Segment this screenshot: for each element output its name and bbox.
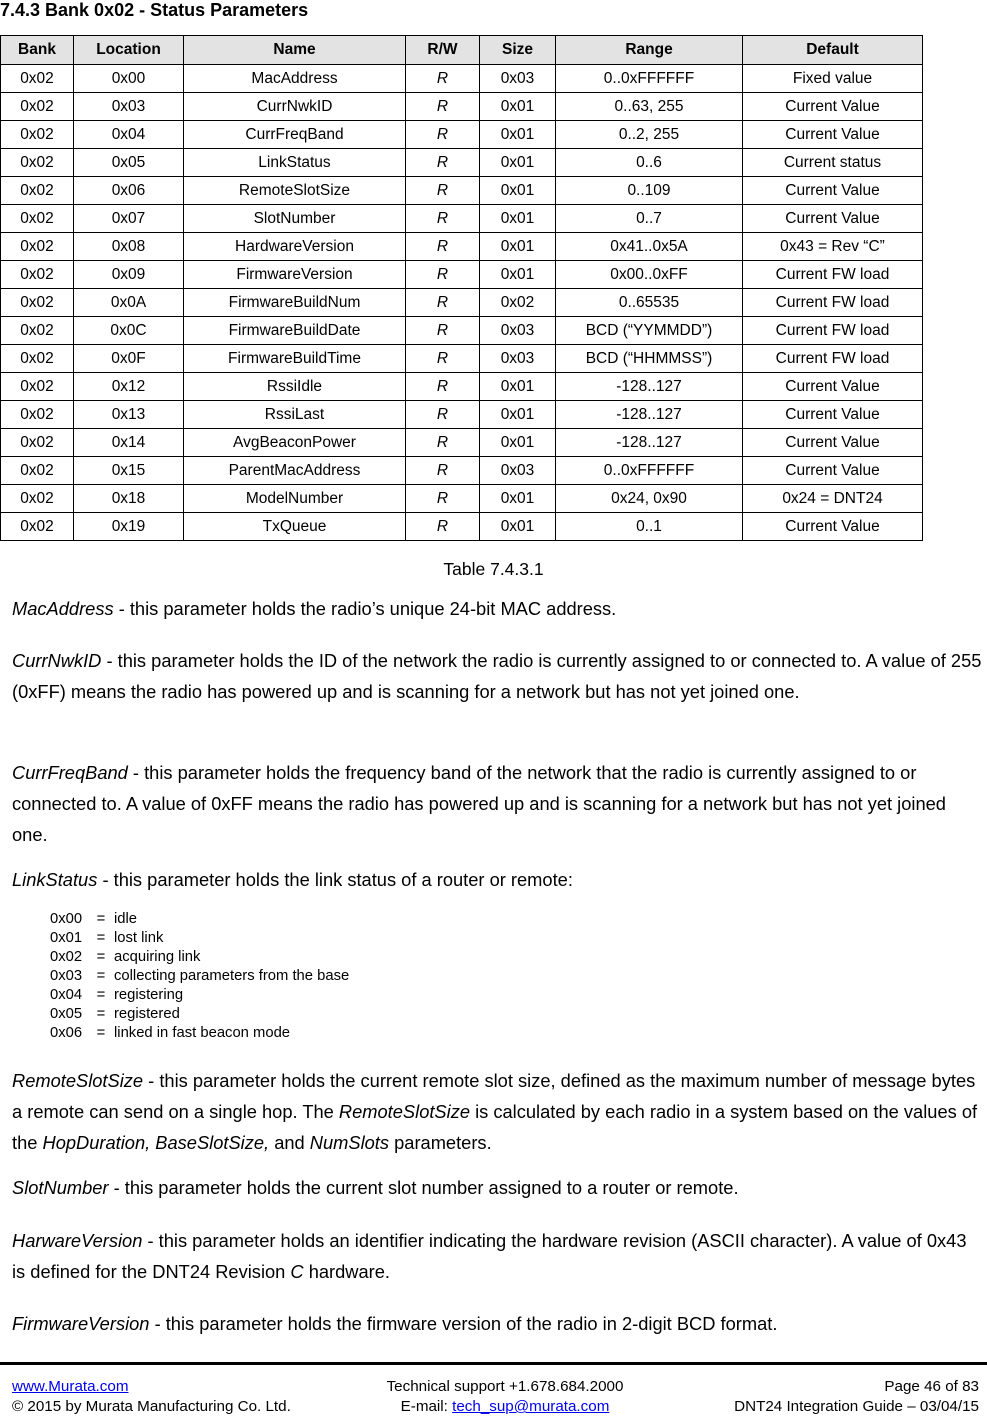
cell-rw: R: [406, 149, 480, 177]
term-link-status: LinkStatus: [12, 869, 98, 890]
firmware-version-description: [12, 1308, 984, 1339]
link-status-item: [50, 1005, 349, 1024]
link-status-desc: acquiring link: [114, 949, 201, 965]
cell-rw: R: [406, 513, 480, 541]
term-slot-number: SlotNumber: [12, 1177, 109, 1198]
cell-range: 0x00..0xFF: [556, 261, 743, 289]
cell-range: 0..0xFFFFFF: [556, 65, 743, 93]
cell-range: -128..127: [556, 373, 743, 401]
term-num-slots: NumSlots: [309, 1132, 390, 1153]
cell-range: 0..2, 255: [556, 121, 743, 149]
col-header-name: Name: [184, 36, 406, 65]
cell-range: 0x24, 0x90: [556, 485, 743, 513]
section-heading: 7.4.3 Bank 0x02 - Status Parameters: [0, 0, 309, 20]
cell-size: 0x03: [480, 317, 556, 345]
footer-right: [734, 1377, 979, 1417]
footer-center: [360, 1377, 650, 1417]
cell-bank: 0x02: [1, 513, 74, 541]
footer-left: [12, 1377, 291, 1417]
cell-name: FirmwareBuildDate: [184, 317, 406, 345]
cell-bank: 0x02: [1, 149, 74, 177]
table-row: [1, 65, 923, 93]
table-row: [1, 401, 923, 429]
table-header-row: [1, 36, 923, 65]
table-row: [1, 93, 923, 121]
cell-location: 0x14: [74, 429, 184, 457]
cell-bank: 0x02: [1, 317, 74, 345]
cell-default: Current Value: [743, 177, 923, 205]
cell-rw: R: [406, 93, 480, 121]
hardware-version-text-2: hardware.: [303, 1261, 390, 1282]
cell-rw: R: [406, 485, 480, 513]
cell-rw: R: [406, 401, 480, 429]
cell-default: Current Value: [743, 513, 923, 541]
cell-bank: 0x02: [1, 401, 74, 429]
footer-divider: [0, 1362, 987, 1365]
cell-location: 0x06: [74, 177, 184, 205]
status-parameters-table: [0, 35, 923, 541]
cell-rw: R: [406, 261, 480, 289]
link-status-eq: =: [96, 1025, 106, 1041]
cell-size: 0x01: [480, 401, 556, 429]
link-status-text: - this parameter holds the link status of a router or remote:: [97, 869, 573, 890]
table-row: [1, 429, 923, 457]
cell-name: AvgBeaconPower: [184, 429, 406, 457]
cell-bank: 0x02: [1, 373, 74, 401]
table-row: [1, 373, 923, 401]
col-header-bank: Bank: [1, 36, 74, 65]
table-row: [1, 345, 923, 373]
support-phone-text: Technical support +1.678.684.2000: [386, 1378, 624, 1395]
cell-range: -128..127: [556, 429, 743, 457]
link-status-code: 0x04: [50, 987, 83, 1003]
link-status-desc: idle: [114, 911, 138, 927]
link-status-eq: =: [96, 987, 106, 1003]
cell-default: 0x43 = Rev “C”: [743, 233, 923, 261]
cell-name: CurrNwkID: [184, 93, 406, 121]
term-revision-c: C: [290, 1261, 304, 1282]
link-status-desc: collecting parameters from the base: [114, 968, 350, 984]
term-hardware-version: HarwareVersion: [12, 1230, 143, 1251]
cell-rw: R: [406, 177, 480, 205]
cell-size: 0x01: [480, 513, 556, 541]
cell-range: -128..127: [556, 401, 743, 429]
website-link[interactable]: www.Murata.com: [12, 1378, 129, 1395]
curr-freq-band-description: [12, 757, 984, 850]
cell-default: Fixed value: [743, 65, 923, 93]
link-status-description: [12, 864, 984, 895]
cell-bank: 0x02: [1, 485, 74, 513]
curr-freq-band-text: - this parameter holds the frequency band of the network that the radio is currently assigned to or connected to. A value of 0xFF means the radio has powered up and is scanning for a network but has not yet joined one.: [12, 762, 946, 845]
table-row: [1, 261, 923, 289]
copyright-text: © 2015 by Murata Manufacturing Co. Ltd.: [12, 1398, 291, 1415]
cell-rw: R: [406, 289, 480, 317]
cell-location: 0x04: [74, 121, 184, 149]
cell-rw: R: [406, 65, 480, 93]
cell-size: 0x01: [480, 205, 556, 233]
hardware-version-description: [12, 1225, 984, 1287]
table-row: [1, 205, 923, 233]
link-status-code: 0x02: [50, 949, 83, 965]
cell-name: SlotNumber: [184, 205, 406, 233]
cell-default: Current FW load: [743, 317, 923, 345]
cell-bank: 0x02: [1, 457, 74, 485]
cell-size: 0x02: [480, 289, 556, 317]
cell-size: 0x01: [480, 177, 556, 205]
cell-default: Current Value: [743, 457, 923, 485]
cell-range: 0..7: [556, 205, 743, 233]
cell-rw: R: [406, 429, 480, 457]
curr-nwk-id-description: [12, 645, 984, 707]
cell-range: BCD (“YYMMDD”): [556, 317, 743, 345]
cell-location: 0x19: [74, 513, 184, 541]
cell-location: 0x0F: [74, 345, 184, 373]
cell-default: Current FW load: [743, 261, 923, 289]
cell-name: RssiLast: [184, 401, 406, 429]
cell-size: 0x01: [480, 233, 556, 261]
cell-location: 0x07: [74, 205, 184, 233]
cell-rw: R: [406, 317, 480, 345]
cell-name: FirmwareBuildNum: [184, 289, 406, 317]
cell-name: FirmwareBuildTime: [184, 345, 406, 373]
link-status-code: 0x01: [50, 930, 83, 946]
col-header-location: Location: [74, 36, 184, 65]
cell-location: 0x0C: [74, 317, 184, 345]
cell-default: Current Value: [743, 121, 923, 149]
cell-size: 0x01: [480, 121, 556, 149]
table-row: [1, 121, 923, 149]
cell-location: 0x13: [74, 401, 184, 429]
cell-range: 0..6: [556, 149, 743, 177]
term-remote-slot-size: RemoteSlotSize: [12, 1070, 144, 1091]
email-link[interactable]: tech_sup@murata.com: [452, 1398, 610, 1415]
cell-size: 0x03: [480, 65, 556, 93]
cell-location: 0x0A: [74, 289, 184, 317]
cell-name: ModelNumber: [184, 485, 406, 513]
table-row: [1, 485, 923, 513]
table-row: [1, 457, 923, 485]
link-status-eq: =: [96, 930, 106, 946]
link-status-item: [50, 986, 349, 1005]
cell-location: 0x08: [74, 233, 184, 261]
cell-rw: R: [406, 205, 480, 233]
link-status-code: 0x06: [50, 1025, 83, 1041]
cell-size: 0x01: [480, 429, 556, 457]
cell-default: Current status: [743, 149, 923, 177]
cell-size: 0x01: [480, 149, 556, 177]
cell-location: 0x05: [74, 149, 184, 177]
link-status-item: [50, 910, 349, 929]
table-row: [1, 289, 923, 317]
slot-number-text: - this parameter holds the current slot number assigned to a router or remote.: [108, 1177, 739, 1198]
link-status-item: [50, 929, 349, 948]
cell-bank: 0x02: [1, 261, 74, 289]
link-status-desc: lost link: [114, 930, 164, 946]
cell-default: Current FW load: [743, 289, 923, 317]
cell-default: Current Value: [743, 401, 923, 429]
cell-range: 0..109: [556, 177, 743, 205]
col-header-default: Default: [743, 36, 923, 65]
cell-name: TxQueue: [184, 513, 406, 541]
cell-default: Current Value: [743, 205, 923, 233]
cell-size: 0x03: [480, 457, 556, 485]
cell-default: 0x24 = DNT24: [743, 485, 923, 513]
table-caption: Table 7.4.3.1: [443, 559, 544, 579]
cell-size: 0x01: [480, 373, 556, 401]
cell-location: 0x15: [74, 457, 184, 485]
cell-bank: 0x02: [1, 121, 74, 149]
link-status-item: [50, 1024, 349, 1043]
table-row: [1, 513, 923, 541]
guide-title-text: DNT24 Integration Guide – 03/04/15: [734, 1398, 979, 1415]
cell-bank: 0x02: [1, 233, 74, 261]
cell-name: CurrFreqBand: [184, 121, 406, 149]
cell-location: 0x03: [74, 93, 184, 121]
cell-location: 0x09: [74, 261, 184, 289]
link-status-values-list: [50, 910, 349, 1043]
cell-range: 0..1: [556, 513, 743, 541]
link-status-code: 0x00: [50, 911, 83, 927]
cell-bank: 0x02: [1, 345, 74, 373]
link-status-eq: =: [96, 911, 106, 927]
link-status-desc: registering: [114, 987, 184, 1003]
remote-slot-size-text-4: parameters.: [389, 1132, 492, 1153]
cell-size: 0x01: [480, 261, 556, 289]
col-header-rw: R/W: [406, 36, 480, 65]
page-number-text: Page 46 of 83: [884, 1378, 979, 1395]
cell-name: LinkStatus: [184, 149, 406, 177]
cell-size: 0x01: [480, 93, 556, 121]
cell-size: 0x01: [480, 485, 556, 513]
link-status-eq: =: [96, 949, 106, 965]
cell-location: 0x12: [74, 373, 184, 401]
link-status-desc: registered: [114, 1006, 180, 1022]
cell-bank: 0x02: [1, 177, 74, 205]
link-status-eq: =: [96, 968, 106, 984]
cell-default: Current Value: [743, 93, 923, 121]
term-firmware-version: FirmwareVersion: [12, 1313, 150, 1334]
email-label: E-mail:: [400, 1398, 453, 1415]
remote-slot-size-text-2: is calculated by each radio in a system based on the values of the: [12, 1101, 978, 1153]
cell-name: ParentMacAddress: [184, 457, 406, 485]
table-row: [1, 149, 923, 177]
link-status-code: 0x03: [50, 968, 83, 984]
col-header-range: Range: [556, 36, 743, 65]
term-remote-slot-size-2: RemoteSlotSize: [338, 1101, 470, 1122]
cell-bank: 0x02: [1, 205, 74, 233]
cell-rw: R: [406, 345, 480, 373]
firmware-version-text: - this parameter holds the firmware version of the radio in 2-digit BCD format.: [149, 1313, 778, 1334]
cell-location: 0x00: [74, 65, 184, 93]
cell-name: MacAddress: [184, 65, 406, 93]
mac-address-description: [12, 593, 984, 624]
cell-location: 0x18: [74, 485, 184, 513]
cell-rw: R: [406, 121, 480, 149]
remote-slot-size-text-3: and: [269, 1132, 310, 1153]
cell-bank: 0x02: [1, 93, 74, 121]
cell-range: BCD (“HHMMSS”): [556, 345, 743, 373]
curr-nwk-id-text: - this parameter holds the ID of the network the radio is currently assigned to or connected to. A value of 255 (0xFF) means the radio has powered up and is scanning for a network but has not yet joined one.: [12, 650, 982, 702]
link-status-code: 0x05: [50, 1006, 83, 1022]
cell-range: 0x41..0x5A: [556, 233, 743, 261]
cell-default: Current Value: [743, 373, 923, 401]
term-hop-duration-base-slot-size: HopDuration, BaseSlotSize,: [42, 1132, 270, 1153]
table-body: [1, 65, 923, 541]
link-status-item: [50, 967, 349, 986]
term-curr-nwk-id: CurrNwkID: [12, 650, 102, 671]
slot-number-description: [12, 1172, 984, 1203]
mac-address-text: - this parameter holds the radio’s unique 24-bit MAC address.: [113, 598, 617, 619]
cell-range: 0..63, 255: [556, 93, 743, 121]
hardware-version-text-1: - this parameter holds an identifier indicating the hardware revision (ASCII character). A value of 0x43 is defined for the DNT24 Revision: [12, 1230, 967, 1282]
term-mac-address: MacAddress: [12, 598, 114, 619]
remote-slot-size-text-1: - this parameter holds the current remote slot size, defined as the maximum number of message bytes a remote can send on a single hop. The: [12, 1070, 976, 1122]
cell-name: RssiIdle: [184, 373, 406, 401]
cell-rw: R: [406, 457, 480, 485]
cell-bank: 0x02: [1, 65, 74, 93]
link-status-eq: =: [96, 1006, 106, 1022]
table-row: [1, 177, 923, 205]
cell-name: HardwareVersion: [184, 233, 406, 261]
cell-size: 0x03: [480, 345, 556, 373]
cell-range: 0..0xFFFFFF: [556, 457, 743, 485]
cell-range: 0..65535: [556, 289, 743, 317]
cell-default: Current Value: [743, 429, 923, 457]
cell-default: Current FW load: [743, 345, 923, 373]
remote-slot-size-description: [12, 1065, 984, 1158]
link-status-item: [50, 948, 349, 967]
col-header-size: Size: [480, 36, 556, 65]
cell-name: FirmwareVersion: [184, 261, 406, 289]
cell-rw: R: [406, 373, 480, 401]
cell-rw: R: [406, 233, 480, 261]
cell-bank: 0x02: [1, 429, 74, 457]
cell-name: RemoteSlotSize: [184, 177, 406, 205]
term-curr-freq-band: CurrFreqBand: [12, 762, 128, 783]
cell-bank: 0x02: [1, 289, 74, 317]
table-row: [1, 233, 923, 261]
table-row: [1, 317, 923, 345]
link-status-desc: linked in fast beacon mode: [114, 1025, 291, 1041]
